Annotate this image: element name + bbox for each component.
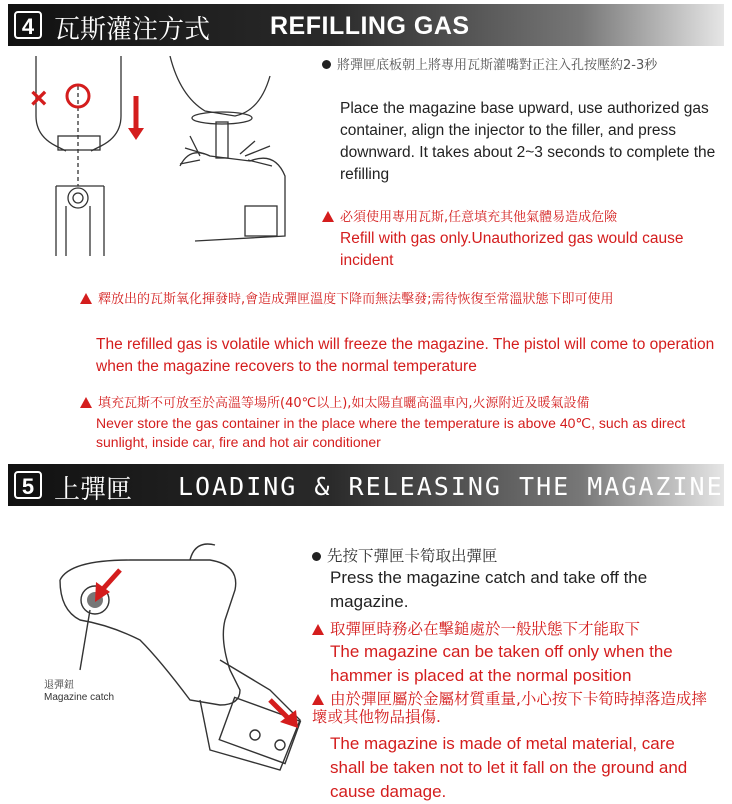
bullet-icon (312, 552, 321, 561)
warning-icon (312, 624, 324, 635)
refill-wrong-right-illustration (16, 56, 156, 256)
section-5-header (8, 464, 724, 506)
warning-2-zh: 釋放出的瓦斯氧化揮發時,會造成彈匣溫度下降而無法擊發;需待恢復至常溫狀態下即可使用 (80, 292, 700, 308)
step-zh: 先按下彈匣卡筍取出彈匣 (312, 547, 712, 565)
warning-icon (80, 293, 92, 304)
section-title-en: LOADING & RELEASING THE MAGAZINE (178, 472, 724, 501)
warning-2-en: The magazine is made of metal material, care shall be taken not to let it fall on the ground and cause damage. (330, 734, 688, 801)
svg-text:×: × (30, 82, 48, 115)
warning-2-zh: 由於彈匣屬於金屬材質重量,小心按下卡筍時掉落造成摔壞或其他物品損傷. (312, 690, 707, 726)
bullet-icon (322, 60, 331, 69)
warning-1-zh: 取彈匣時務必在擊鎚處於一般狀態下才能取下 (312, 620, 722, 638)
section-title-zh: 瓦斯灌注方式 (54, 15, 211, 45)
warning-2-en: The refilled gas is volatile which will freeze the magazine. The pistol will come to operation when the magazine recovers to the normal temperature (96, 336, 715, 375)
warning-3-zh: 填充瓦斯不可放至於高溫等場所(40℃以上),如太陽直曬高溫車內,火源附近及暖氣設備 (80, 396, 720, 412)
section-4-header (8, 4, 724, 46)
callout-en: Magazine catch (44, 692, 115, 703)
callout-zh: 退彈鈕 (44, 680, 74, 691)
section-number: 5 (14, 471, 42, 499)
step-en: Press the magazine catch and take off the magazine. (330, 568, 648, 611)
warning-icon (80, 397, 92, 408)
step-zh: 將彈匣底板朝上將專用瓦斯灌嘴對正注入孔按壓約2-3秒 (322, 58, 712, 74)
section-number: 4 (14, 11, 42, 39)
magazine-release-illustration (40, 540, 310, 780)
warning-1-en: The magazine can be taken off only when the hammer is placed at the normal position (330, 642, 673, 685)
warning-icon (322, 211, 334, 222)
refill-spray-illustration (160, 56, 300, 246)
step-en: Place the magazine base upward, use authorized gas container, align the injector to the filler, and press downward. It takes about 2~3 seconds to complete the refilling (340, 100, 716, 183)
warning-1-en: Refill with gas only.Unauthorized gas would cause incident (340, 230, 684, 269)
warning-3-en: Never store the gas container in the place where the temperature is above 40℃, such as direct sunlight, inside car, fire and hot air conditioner (96, 415, 686, 450)
warning-1-zh: 必須使用專用瓦斯,任意填充其他氣體易造成危險 (322, 210, 722, 226)
section-title-en: REFILLING GAS (270, 12, 470, 40)
section-title-zh: 上彈匣 (54, 475, 133, 505)
warning-icon (312, 694, 324, 705)
